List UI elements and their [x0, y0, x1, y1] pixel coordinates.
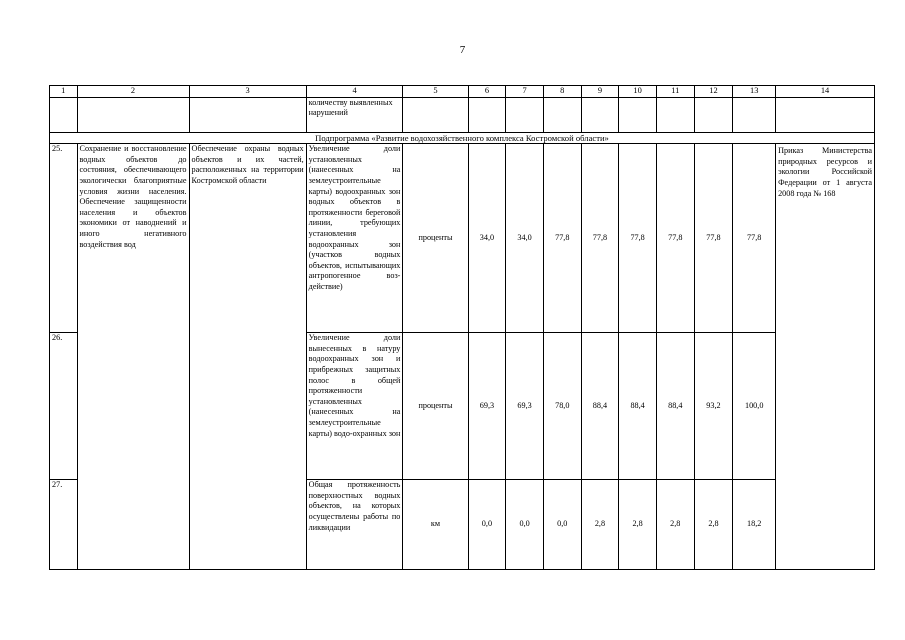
header-row: [50, 86, 875, 98]
value-cell: 2,8: [581, 480, 619, 570]
value-cell: 2,8: [694, 480, 733, 570]
unit-cell: проценты: [403, 144, 468, 333]
value-cell: 88,4: [581, 333, 619, 480]
value-cell: 77,8: [656, 144, 694, 333]
header-cell: 14: [776, 86, 875, 98]
value-cell: 88,4: [619, 333, 657, 480]
header-cell: 5: [403, 86, 468, 98]
header-cell: 10: [619, 86, 657, 98]
value-cell: 0,0: [468, 480, 506, 570]
indicator-cell: Увеличение доли установленных (нанесенных на землеустроительные карты) водоохранных зон водных объектов в протяженности береговой линии, требующих установления водоохранных зон (участков водных объектов, испытывающих антропогенное воз-действие): [306, 144, 403, 333]
value-cell: 88,4: [656, 333, 694, 480]
value-cell: 78,0: [543, 333, 581, 480]
value-cell: 18,2: [733, 480, 776, 570]
value-cell: 0,0: [506, 480, 544, 570]
task-cell: Сохранение и восстановление водных объектов до состояния, обеспечивающего экологически благоприятные условия жизни населения. Обеспечение защищенности населения и объектов экономики от наводнений и иного негативного воздействия вод: [77, 144, 189, 570]
row-number: 27.: [50, 480, 78, 570]
header-cell: 9: [581, 86, 619, 98]
header-cell: 7: [506, 86, 544, 98]
table-row: [50, 144, 875, 333]
indicators-table: [49, 85, 875, 570]
value-cell: 2,8: [619, 480, 657, 570]
unit-cell: проценты: [403, 333, 468, 480]
value-cell: 69,3: [506, 333, 544, 480]
subprogram-row: [50, 132, 875, 144]
header-cell: 2: [77, 86, 189, 98]
header-cell: 13: [733, 86, 776, 98]
indicator-cell: Общая протяженность поверхностных водных объектов, на которых осуществлены работы по ликвидации: [306, 480, 403, 570]
value-cell: 69,3: [468, 333, 506, 480]
page-number: 7: [459, 44, 466, 56]
header-cell: 1: [50, 86, 78, 98]
header-cell: 6: [468, 86, 506, 98]
value-cell: 0,0: [543, 480, 581, 570]
value-cell: 77,8: [733, 144, 776, 333]
value-cell: 77,8: [543, 144, 581, 333]
indicator-cell: количеству выявленных нарушений: [306, 97, 403, 132]
value-cell: 100,0: [733, 333, 776, 480]
continuation-row: [50, 97, 875, 132]
source-cell: Приказ Министерства природных ресурсов и экологии Российской Федерации от 1 августа 2008 года № 168: [776, 144, 875, 570]
value-cell: 77,8: [581, 144, 619, 333]
value-cell: 34,0: [506, 144, 544, 333]
measure-cell: Обеспечение охраны водных объектов и их частей, расположенных на территории Костромской области: [189, 144, 306, 570]
header-cell: 11: [656, 86, 694, 98]
header-cell: 8: [543, 86, 581, 98]
unit-cell: км: [403, 480, 468, 570]
indicator-cell: Увеличение доли вынесенных в натуру водоохранных зон и прибрежных защитных полос в общей протяженности установленных (нанесенных на землеустроительные карты) водо-охранных зон: [306, 333, 403, 480]
value-cell: 77,8: [619, 144, 657, 333]
row-number: 26.: [50, 333, 78, 480]
value-cell: 77,8: [694, 144, 733, 333]
row-number: 25.: [50, 144, 78, 333]
value-cell: 2,8: [656, 480, 694, 570]
header-cell: 3: [189, 86, 306, 98]
value-cell: 34,0: [468, 144, 506, 333]
subprogram-title: Подпрограмма «Развитие водохозяйственного комплекса Костромской области»: [50, 132, 875, 144]
header-cell: 12: [694, 86, 733, 98]
value-cell: 93,2: [694, 333, 733, 480]
header-cell: 4: [306, 86, 403, 98]
